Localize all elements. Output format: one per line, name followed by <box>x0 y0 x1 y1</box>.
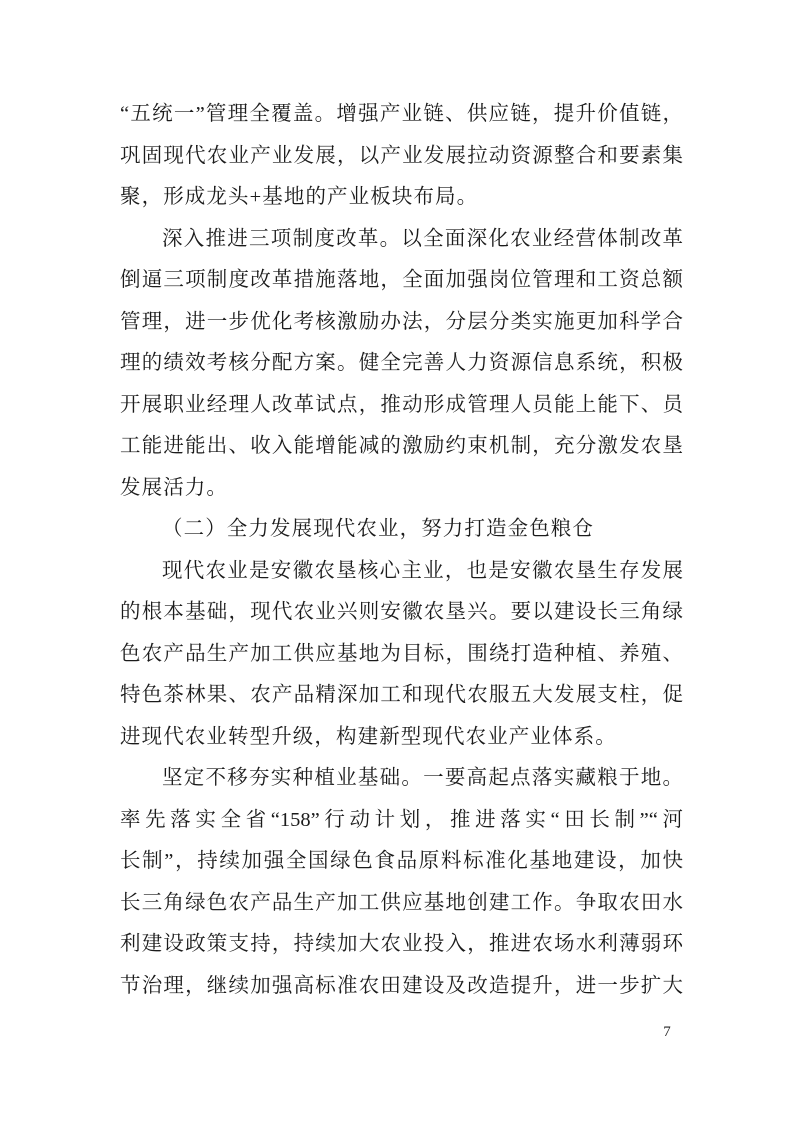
text-line: 长制”，持续加强全国绿色食品原料标准化基地建设，加快 <box>120 850 683 872</box>
text-line: 特色茶林果、农产品精深加工和现代农服五大发展支柱，促 <box>120 684 683 706</box>
text-line: 的根本基础，现代农业兴则安徽农垦兴。要以建设长三角绿 <box>120 601 683 623</box>
text-line: 巩固现代农业产业发展，以产业发展拉动资源整合和要素集 <box>120 144 683 167</box>
text-line: 进现代农业转型升级，构建新型现代农业产业体系。 <box>120 725 617 748</box>
text-line: 坚定不移夯实种植业基础。一要高起点落实藏粮于地。 <box>162 767 683 789</box>
paragraph <box>120 758 683 1007</box>
text-line: 节治理，继续加强高标准农田建设及改造提升，进一步扩大 <box>120 974 683 997</box>
text-line: 聚，形成龙头+基地的产业板块布局。 <box>120 186 479 208</box>
text-line: 倒逼三项制度改革措施落地，全面加强岗位管理和工资总额 <box>120 269 683 291</box>
section-heading-text: （二）全力发展现代农业，努力打造金色粮仓 <box>162 518 594 540</box>
text-line: 率先落实全省“158”行动计划，推进落实“田长制”“河 <box>120 808 683 831</box>
text-line: 理的绩效考核分配方案。健全完善人力资源信息系统，积极 <box>120 352 683 374</box>
text-line: 深入推进三项制度改革。以全面深化农业经营体制改革 <box>162 227 683 250</box>
section-heading <box>120 509 683 551</box>
paragraph <box>120 219 683 510</box>
paragraph <box>120 94 683 219</box>
page-number: 7 <box>663 1024 671 1040</box>
text-line: 长三角绿色农产品生产加工供应基地创建工作。争取农田水 <box>120 891 683 914</box>
document-body <box>120 94 683 1007</box>
text-line: 管理，进一步优化考核激励办法，分层分类实施更加科学合 <box>120 310 683 333</box>
text-line: “五统一”管理全覆盖。增强产业链、供应链，提升价值链， <box>120 103 683 125</box>
text-line: 开展职业经理人改革试点，推动形成管理人员能上能下、员 <box>120 393 683 416</box>
text-line: 现代农业是安徽农垦核心主业，也是安徽农垦生存发展 <box>162 559 683 582</box>
text-line: 色农产品生产加工供应基地为目标，围绕打造种植、养殖、 <box>120 642 683 665</box>
text-line: 工能进能出、收入能增能减的激励约束机制，充分激发农垦 <box>120 435 683 457</box>
text-line: 发展活力。 <box>120 476 228 499</box>
paragraph <box>120 551 683 759</box>
text-line: 利建设政策支持，持续加大农业投入，推进农场水利薄弱环 <box>120 933 683 955</box>
